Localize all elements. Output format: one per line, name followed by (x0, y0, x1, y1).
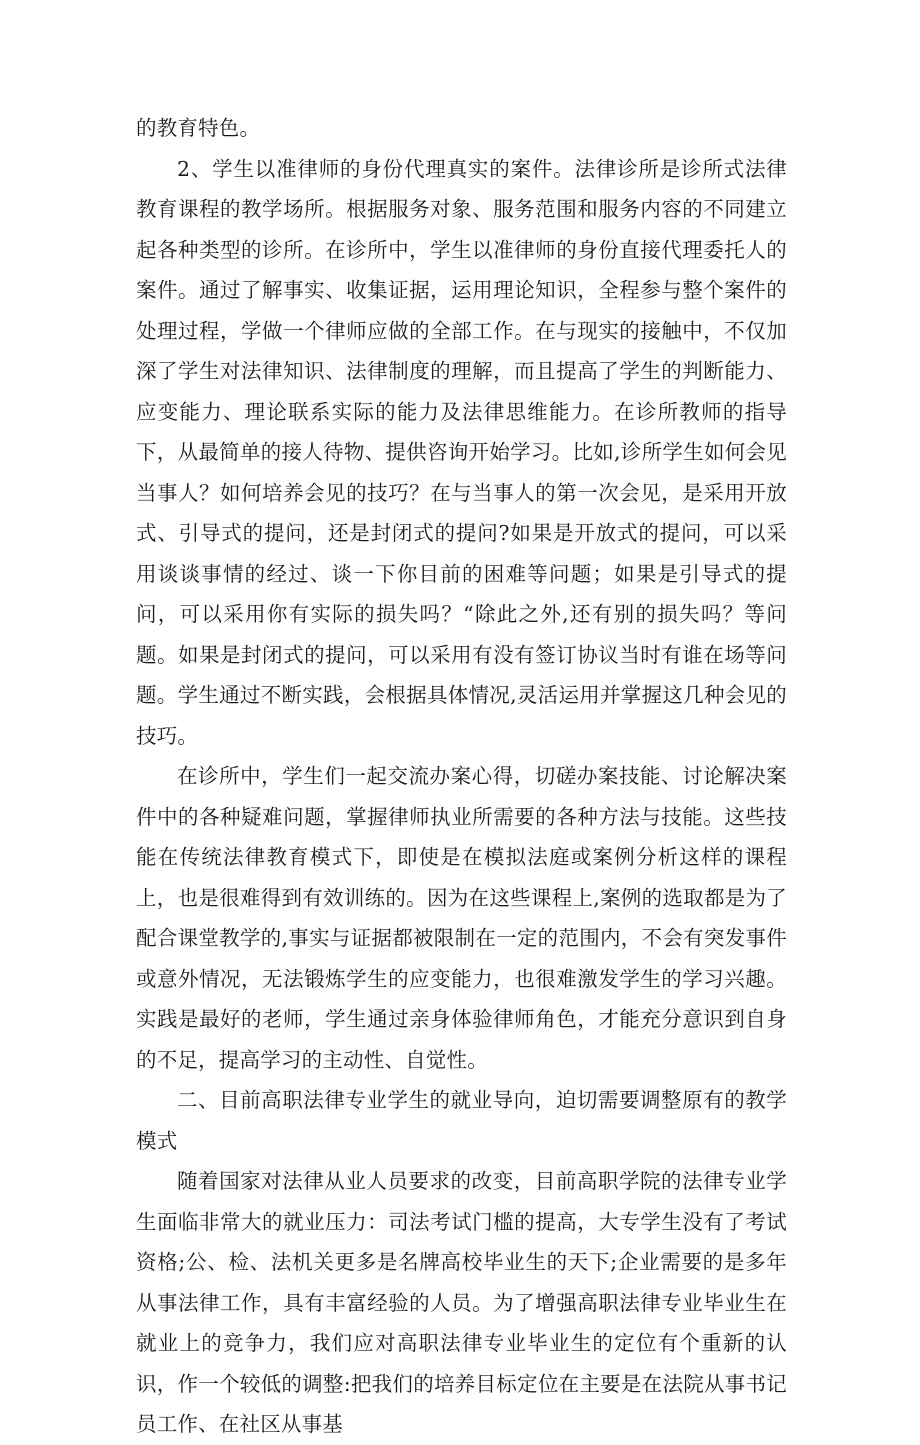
document-body (136, 108, 787, 1445)
paragraph-employment-pressure: 随着国家对法律从业人员要求的改变，目前高职学院的法律专业学生面临非常大的就业压力：司法考试门槛的提高，大专学生没有了考试资格;公、检、法机关更多是名牌高校毕业生的天下;企业需要的是多年从事法律工作，具有丰富经验的人员。为了增强高职法律专业毕业生在就业上的竞争力，我们应对高职法律专业毕业生的定位有个重新的认识，作一个较低的调整:把我们的培养目标定位在主要是在法院从事书记员工作、在社区从事基 (136, 1169, 787, 1436)
section-heading-employment: 二、目前高职法律专业学生的就业导向，迫切需要调整原有的教学模式 (136, 1088, 787, 1153)
paragraph-continuation: 的教育特色。 (136, 116, 261, 140)
paragraph-clinic-skills: 在诊所中，学生们一起交流办案心得，切磋办案技能、讨论解决案件中的各种疑难问题，掌握律师执业所需要的各种方法与技能。这些技能在传统法律教育模式下，即使是在模拟法庭或案例分析这样的课程上，也是很难得到有效训练的。因为在这些课程上,案例的选取都是为了配合课堂教学的,事实与证据都被限制在一定的范围内，不会有突发事件或意外情况，无法锻炼学生的应变能力，也很难激发学生的学习兴趣。实践是最好的老师，学生通过亲身体验律师角色，才能充分意识到自身的不足，提高学习的主动性、自觉性。 (136, 764, 787, 1072)
paragraph-law-clinic-cases: 2、学生以准律师的身份代理真实的案件。法律诊所是诊所式法律教育课程的教学场所。根据服务对象、服务范围和服务内容的不同建立起各种类型的诊所。在诊所中，学生以准律师的身份直接代理委托人的案件。通过了解事实、收集证据，运用理论知识，全程参与整个案件的处理过程，学做一个律师应做的全部工作。在与现实的接触中，不仅加深了学生对法律知识、法律制度的理解，而且提高了学生的判断能力、应变能力、理论联系实际的能力及法律思维能力。在诊所教师的指导下，从最简单的接人待物、提供咨询开始学习。比如,诊所学生如何会见当事人？如何培养会见的技巧？在与当事人的第一次会见，是采用开放式、引导式的提问，还是封闭式的提问?如果是开放式的提问，可以采用谈谈事情的经过、谈一下你目前的困难等问题；如果是引导式的提问，可以采用你有实际的损失吗？“除此之外,还有别的损失吗？等问题。如果是封闭式的提问，可以采用有没有签订协议当时有谁在场等问题。学生通过不断实践，会根据具体情况,灵活运用并掌握这几种会见的技巧。 (136, 156, 787, 748)
